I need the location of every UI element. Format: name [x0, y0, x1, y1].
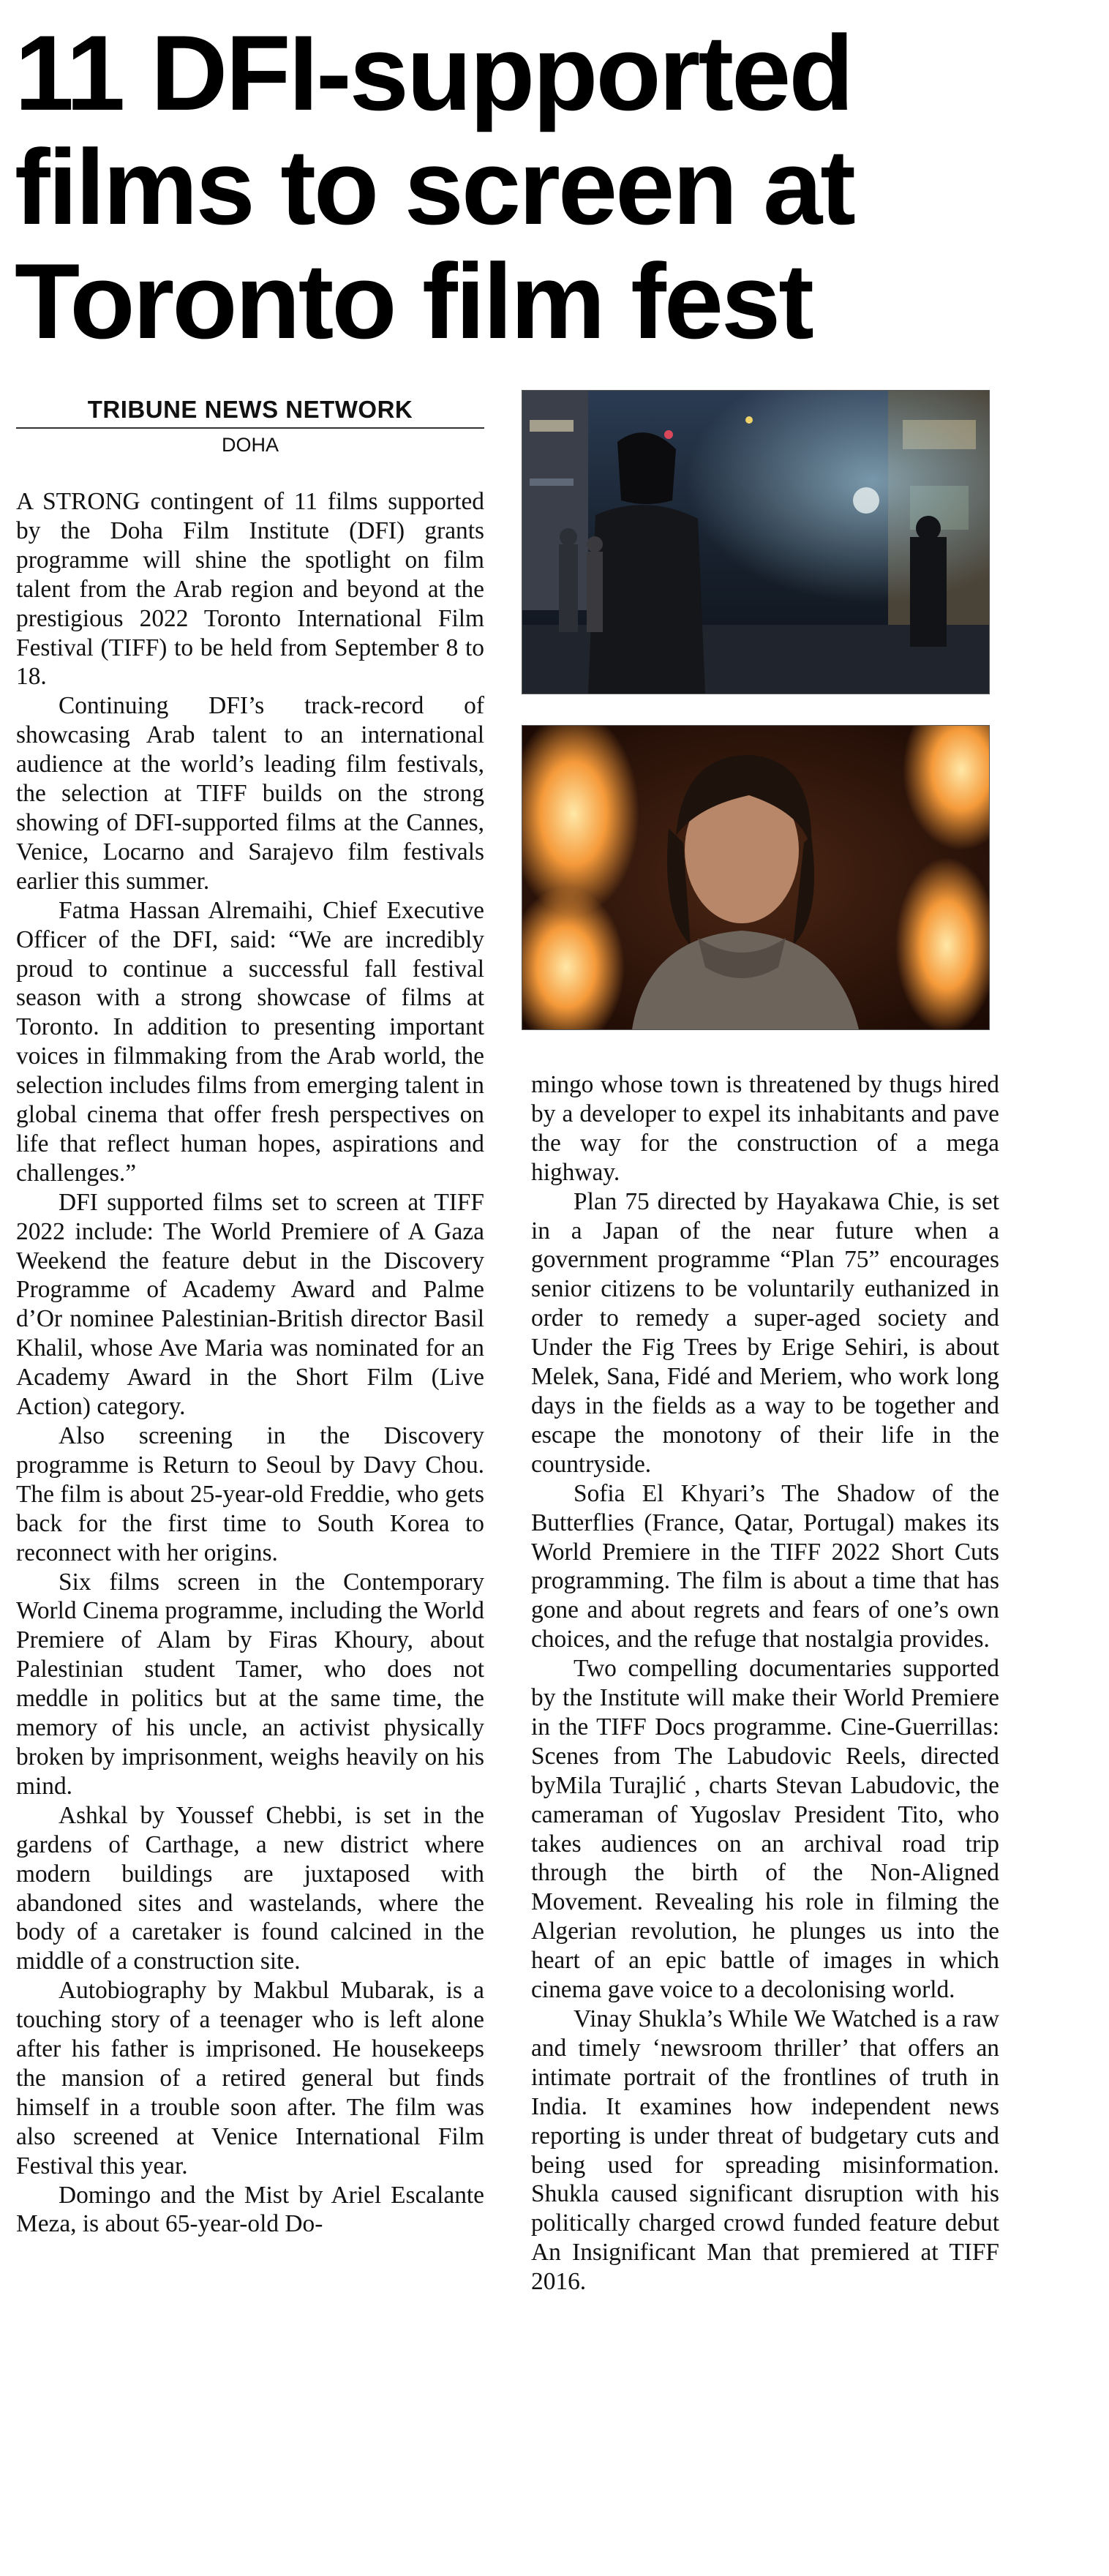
paragraph: Plan 75 directed by Hayakawa Chie, is set in a Japan of the near future when a government programme “Plan 75” encourages senior citizens to be voluntarily euthanized in order to remedy a super-aged society and Under the Fig Trees by Erige Sehiri, is about Melek, Sana, Fidé and Meriem, who work long days in the fields as a way to be together and escape the monotony of their life in the countryside. [531, 1187, 999, 1478]
paragraph: mingo whose town is threatened by thugs hired by a developer to expel its inhabitants and pave the way for the construction of a mega highway. [531, 1071, 999, 1186]
paragraph: Autobiography by Makbul Mubarak, is a touching story of a teenager who is left alone after his father is imprisoned. He housekeeps the mansion of a retired general but finds himself in a trouble soon after. The film was also screened at Venice International Film Festival this year. [16, 1977, 484, 2179]
woman-fire-illustration [522, 726, 989, 1029]
street-night-illustration [522, 391, 989, 694]
byline-agency: TRIBUNE NEWS NETWORK [87, 396, 413, 423]
paragraph: Domingo and the Mist by Ariel Escalante Meza, is about 65-year-old Do- [16, 2181, 484, 2238]
article-column-1 [16, 487, 484, 2239]
paragraph: Fatma Hassan Alremaihi, Chief Executive Officer of the DFI, said: “We are incredibly proud to continue a successful fall festival season with a strong showcase of films at Toronto. In addition to presenting important voices in filmmaking from the Arab world, the selection includes films from emerging talent in global cinema that offer fresh perspectives on life that reflect human hopes, aspirations and challenges.” [16, 896, 484, 1187]
headline-line-1: 11 DFI-supported [15, 13, 852, 132]
byline-rule [16, 427, 484, 429]
article-column-2 [531, 1070, 999, 2297]
paragraph: Continuing DFI’s track-record of showcasing Arab talent to an international audience at the world’s leading film festivals, the selection at TIFF builds on the strong showing of DFI-supported films at the Cannes, Venice, Locarno and Sarajevo film festivals earlier this summer. [16, 692, 484, 895]
dateline: DOHA [221, 434, 279, 456]
paragraph: Also screening in the Discovery programme is Return to Seoul by Davy Chou. The film is about 25-year-old Freddie, who gets back for the first time to South Korea to reconnect with her origins. [16, 1422, 484, 1566]
film-still-street-night-icon [522, 390, 990, 694]
headline-line-2: films to screen at [15, 127, 854, 247]
film-still-woman-fire-icon [522, 725, 990, 1030]
byline [16, 395, 484, 457]
paragraph: A STRONG contingent of 11 films supported by the Doha Film Institute (DFI) grants programme will shine the spotlight on film talent from the Arab region and beyond at the prestigious 2022 Toronto International Film Festival (TIFF) to be held from September 8 to 18. [16, 488, 484, 691]
paragraph: Sofia El Khyari’s The Shadow of the Butterflies (France, Qatar, Portugal) makes its World Premiere in the TIFF 2022 Short Cuts programming. The film is about a time that has gone and about regrets and fears of one’s own choices, and the refuge that nostalgia provides. [531, 1479, 999, 1653]
paragraph: Ashkal by Youssef Chebbi, is set in the gardens of Carthage, a new district where modern buildings are juxtaposed with abandoned sites and wastelands, where the body of a caretaker is found calcined in the middle of a construction site. [16, 1801, 484, 1975]
paragraph: DFI supported films set to screen at TIFF 2022 include: The World Premiere of A Gaza Weekend the feature debut in the Discovery Programme of Academy Award and Palme d’Or nominee Palestinian-British director Basil Khalil, whose Ave Maria was nominated for an Academy Award in the Short Film (Live Action) category. [16, 1188, 484, 1421]
paragraph: Two compelling documentaries supported by the Institute will make their World Premiere in the TIFF Docs programme. Cine-Guerrillas: Scenes from The Labudovic Reels, directed byMila Turajlić , charts Stevan Labudovic, the cameraman of Yugoslav President Tito, who takes audiences on an archival road trip through the birth of the Non-Aligned Movement. Revealing his role in filming the Algerian revolution, he plunges us into the heart of an epic battle of images in which cinema gave voice to a decolonising world. [531, 1655, 999, 2004]
headline-line-3: Toronto film fest [15, 241, 812, 361]
headline [15, 13, 1097, 361]
paragraph: Vinay Shukla’s While We Watched is a raw and timely ‘newsroom thriller’ that offers an intimate portrait of the frontlines of truth in India. It examines how independent news reporting is under threat of budgetary cuts and being used for spreading misinformation. Shukla caused significant disruption with his politically charged crowd funded feature debut An Insignificant Man that premiered at TIFF 2016. [531, 2005, 999, 2296]
paragraph: Six films screen in the Contemporary World Cinema programme, including the World Premiere of Alam by Firas Khoury, about Palestinian student Tamer, who does not meddle in politics but at the same time, the memory of his uncle, an activist physically broken by imprisonment, weighs heavily on his mind. [16, 1568, 484, 1800]
